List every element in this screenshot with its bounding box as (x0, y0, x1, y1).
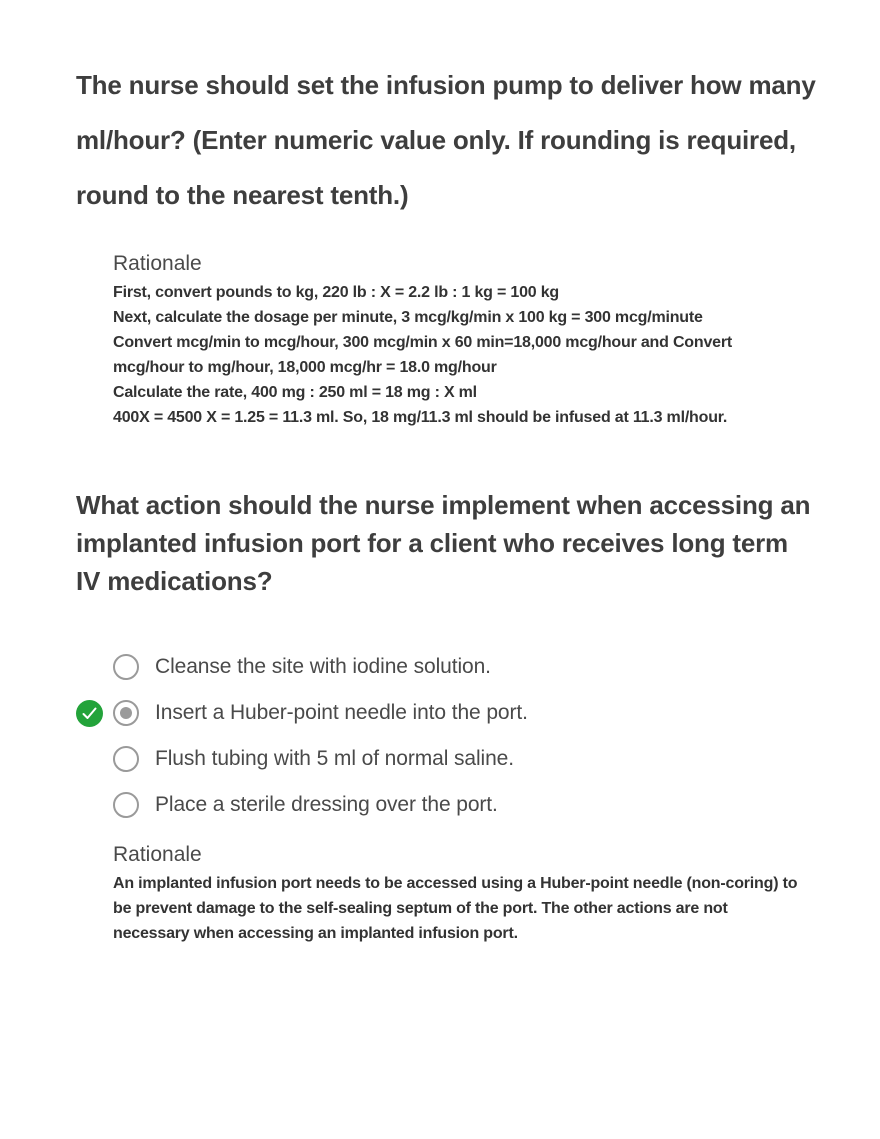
rationale-line: First, convert pounds to kg, 220 lb : X = 2.2 lb : 1 kg = 100 kg (113, 284, 559, 301)
check-slot (76, 791, 113, 819)
rationale-line: Convert mcg/min to mcg/hour, 300 mcg/min x 60 min=18,000 mcg/hour and Convert (113, 334, 732, 351)
check-slot (76, 699, 113, 727)
checkmark-circle-icon (76, 700, 103, 727)
answer-option-label: Place a sterile dressing over the port. (155, 793, 498, 816)
answer-options (76, 644, 796, 828)
answer-option-1[interactable] (76, 644, 796, 690)
answer-option-2[interactable] (76, 690, 796, 736)
check-slot (76, 745, 113, 773)
radio-unselected-icon[interactable] (113, 746, 139, 772)
answer-option-label: Insert a Huber-point needle into the port. (155, 701, 528, 724)
radio-selected-icon[interactable] (113, 700, 139, 726)
rationale-line: mcg/hour to mg/hour, 18,000 mcg/hr = 18.0 mg/hour (113, 359, 497, 376)
rationale-line: Calculate the rate, 400 mg : 250 ml = 18 mg : X ml (113, 384, 477, 401)
rationale-line: 400X = 4500 X = 1.25 = 11.3 ml. So, 18 mg/11.3 ml should be infused at 11.3 ml/hour. (113, 409, 728, 426)
check-slot (76, 653, 113, 681)
answer-option-label: Flush tubing with 5 ml of normal saline. (155, 747, 514, 770)
answer-option-label: Cleanse the site with iodine solution. (155, 655, 491, 678)
question-2-title: What action should the nurse implement when accessing an implanted infusion port for a client who receives long term IV medications? (76, 490, 811, 596)
question-1-rationale (113, 250, 813, 430)
radio-unselected-icon[interactable] (113, 654, 139, 680)
radio-unselected-icon[interactable] (113, 792, 139, 818)
rationale-text: An implanted infusion port needs to be accessed using a Huber-point needle (non-coring) to be prevent damage to the self-sealing septum of the port. The other actions are not necessary when accessing an implanted infusion port. (113, 875, 798, 942)
answer-option-3[interactable] (76, 736, 796, 782)
radio-dot (120, 707, 132, 719)
rationale-line: Next, calculate the dosage per minute, 3 mcg/kg/min x 100 kg = 300 mcg/minute (113, 309, 703, 326)
rationale-heading: Rationale (113, 252, 202, 275)
question-2-rationale (113, 841, 808, 946)
answer-option-4[interactable] (76, 782, 796, 828)
question-1-title: The nurse should set the infusion pump to deliver how many ml/hour? (Enter numeric value only. If rounding is required, round to the nearest tenth.) (76, 70, 816, 210)
rationale-heading: Rationale (113, 843, 202, 866)
